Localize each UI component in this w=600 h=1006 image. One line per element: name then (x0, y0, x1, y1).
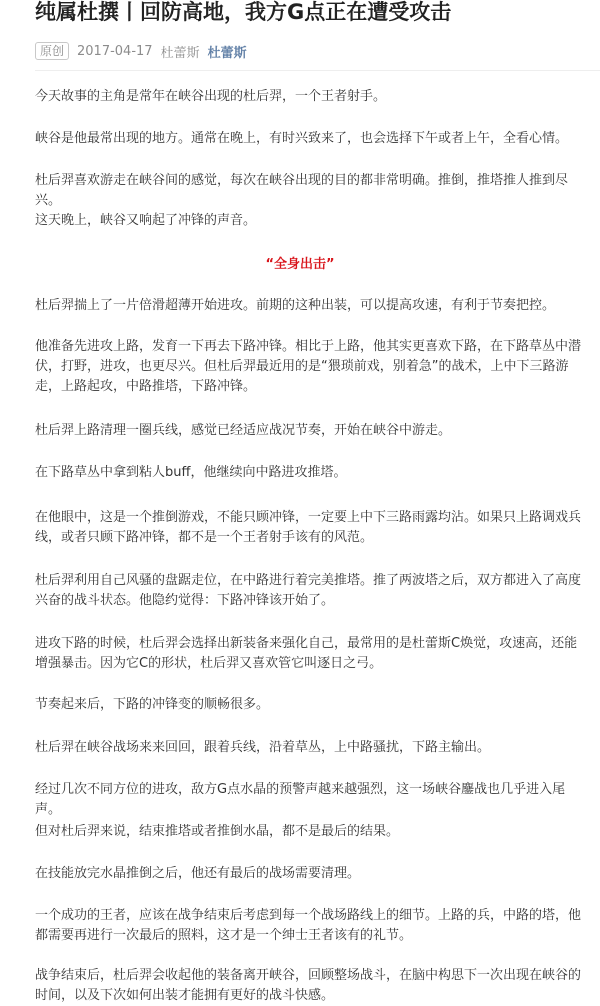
paragraph-18: 战争结束后，杜后羿会收起他的装备离开峡谷，回顾整场战斗，在脑中构思下一次出现在峡谷的时间，以及下次如何出装才能拥有更好的战斗快感。 (35, 968, 582, 1003)
paragraph-12: 节奏起来后，下路的冲锋变的顺畅很多。 (35, 697, 270, 712)
paragraph-5: 杜后羿揣上了一片倍滑超薄开始进攻。前期的这种出装，可以提高攻速，有利于节奏把控。 (35, 298, 556, 313)
paragraph-8: 在下路草丛中拿到粘人buff，他继续向中路进攻推塔。 (35, 465, 347, 480)
paragraph-3: 杜后羿喜欢游走在峡谷间的感觉，每次在峡谷出现的目的都非常明确。推倒，推塔推人推到尽兴。 (35, 173, 569, 208)
paragraph-7: 杜后羿上路清理一圈兵线，感觉已经适应战况节奏，开始在峡谷中游走。 (35, 423, 452, 438)
paragraph-10: 杜后羿利用自己风骚的盘踞走位，在中路进行着完美推塔。推了两波塔之后，双方都进入了高度兴奋的战斗状态。他隐约觉得：下路冲锋该开始了。 (35, 573, 582, 608)
paragraph-9: 在他眼中，这是一个推倒游戏，不能只顾冲锋，一定要上中下三路雨露均沾。如果只上路调戏兵线，或者只顾下路冲锋，都不是一个王者射手该有的风范。 (35, 510, 582, 545)
paragraph-14: 经过几次不同方位的进攻，敌方G点水晶的预警声越来越强烈，这一场峡谷鏖战也几乎进入尾声。 (35, 782, 566, 817)
paragraph-17: 一个成功的王者，应该在战争结束后考虑到每一个战场路线上的细节。上路的兵，中路的塔，他都需要再进行一次最后的照料，这才是一个绅士王者该有的礼节。 (35, 908, 582, 943)
article-title: 纯属杜撰丨回防高地，我方G点正在遭受攻击 (35, 0, 452, 24)
paragraph-1: 今天故事的主角是常年在峡谷出现的杜后羿，一个王者射手。 (35, 89, 387, 104)
article-meta (35, 40, 247, 62)
meta-divider (35, 70, 600, 71)
publish-date: 2017-04-17 (77, 43, 153, 59)
paragraph-2: 峡谷是他最常出现的地方。通常在晚上，有时兴致来了，也会选择下午或者上午，全看心情。 (35, 131, 569, 146)
paragraph-6: 他准备先进攻上路，发育一下再去下路冲锋。相比于上路，他其实更喜欢下路，在下路草丛中潜伏，打野，进攻，也更尽兴。但杜后羿最近用的是“猥琐前戏，别着急”的战术，上中下三路游走，上路起攻，中路推塔，下路冲锋。 (35, 339, 582, 394)
paragraph-11: 进攻下路的时候，杜后羿会选择出新装备来强化自己，最常用的是杜蕾斯C焕觉，攻速高，还能增强暴击。因为它C的形状，杜后羿又喜欢管它叫逐日之弓。 (35, 636, 578, 671)
paragraph-15: 但对杜后羿来说，结束推塔或者推倒水晶，都不是最后的结果。 (35, 824, 400, 839)
paragraph-13: 杜后羿在峡谷战场来来回回，跟着兵线，沿着草丛，上中路骚扰，下路主输出。 (35, 740, 491, 755)
account-link[interactable]: 杜蕾斯 (207, 45, 247, 61)
paragraph-4: 这天晚上，峡谷又响起了冲锋的声音。 (35, 213, 257, 228)
section-subtitle: “全身出击” (265, 257, 335, 272)
author-name: 杜蕾斯 (160, 45, 200, 61)
original-badge: 原创 (35, 42, 69, 60)
paragraph-16: 在技能放完水晶推倒之后，他还有最后的战场需要清理。 (35, 866, 361, 881)
